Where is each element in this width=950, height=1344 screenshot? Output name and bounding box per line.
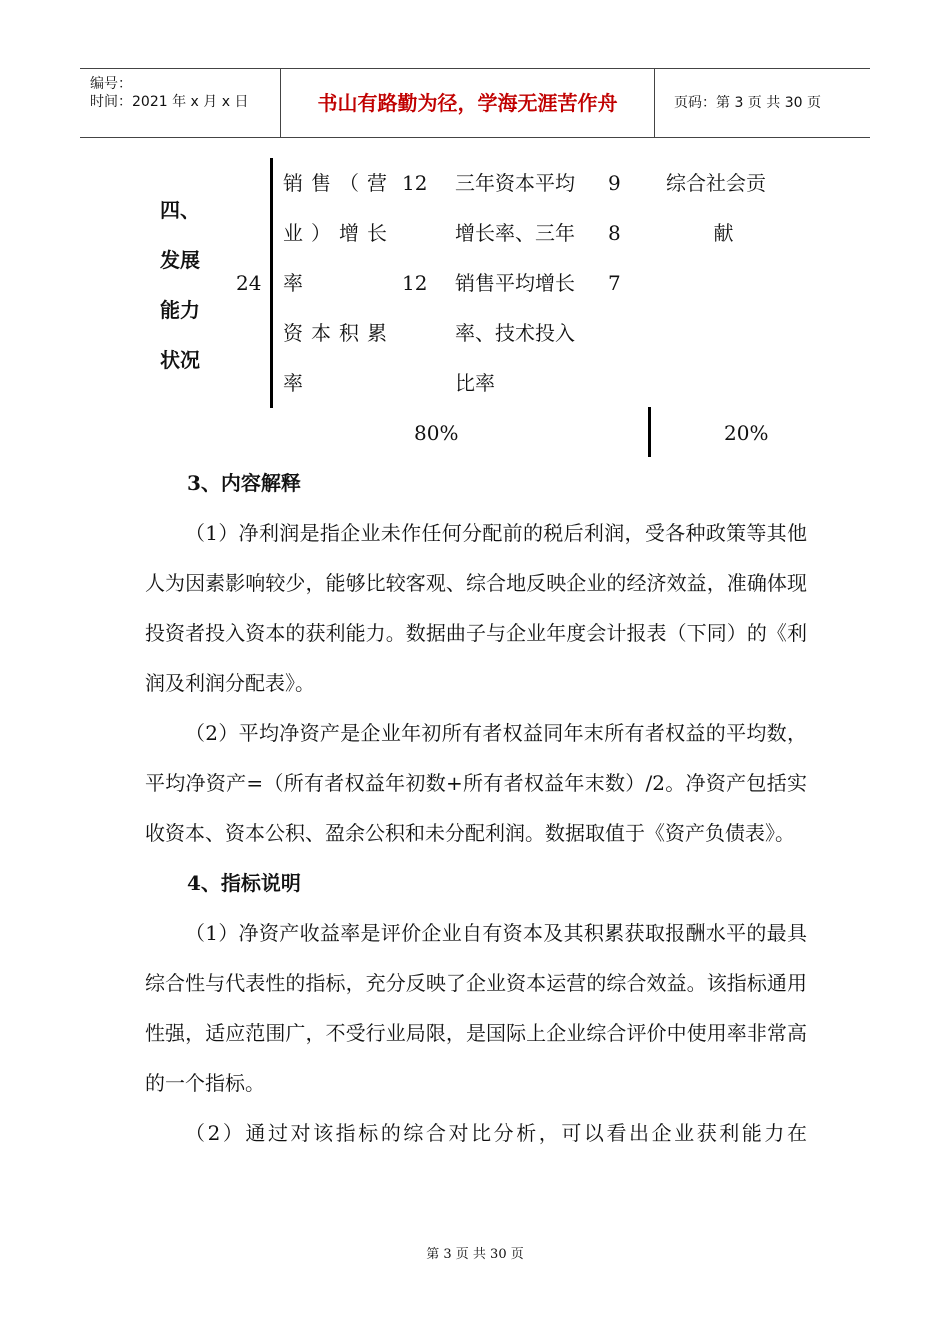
category-name: 四、 发展 能力 状况: [160, 198, 200, 372]
document-header: [80, 68, 870, 138]
motto: 书山有路勤为径，学海无涯苦作舟: [281, 69, 655, 137]
paragraph: （1）净资产收益率是评价企业自有资本及其积累获取报酬水平的最具综合性与代表性的指标，充分反映了企业资本运营的综合效益。该指标通用性强，适应范围广，不受行业局限，是国际上企业综合评价中使用率非常高的一个指标。: [145, 921, 807, 1095]
basic-indicator-weight-2: 12: [402, 271, 428, 295]
page-footer: 第 3 页 共 30 页: [426, 1247, 524, 1262]
table-divider-right: [648, 407, 651, 457]
header-info-cell: [80, 69, 281, 137]
paragraph: （2）通过对该指标的综合对比分析，可以看出企业获利能力在: [185, 1121, 807, 1145]
basic-indicator-1: 销售（营 业）增长 率: [283, 171, 387, 295]
page-label: 页码：第 3 页 共 30 页: [674, 95, 821, 111]
quantitative-share: 80%: [414, 421, 459, 445]
document-body: [145, 458, 807, 1158]
number-label: 编号：: [90, 76, 132, 92]
section-heading-content-explanation: 3、内容解释: [187, 471, 301, 495]
section-heading-indicator-notes: 4、指标说明: [187, 871, 301, 895]
category-weight: 24: [236, 271, 262, 295]
paragraph: （2）平均净资产是企业年初所有者权益同年末所有者权益的平均数，平均净资产=（所有者权益年初数+所有者权益年末数）/2。净资产包括实收资本、资本公积、盈余公积和未分配利润。数据取值于《资产负债表》。: [145, 721, 807, 845]
evaluation-indicator: 综合社会贡 献: [666, 171, 766, 245]
modifying-weights: 9 8 7: [608, 171, 621, 295]
basic-indicator-weight-1: 12: [402, 171, 428, 195]
time-label: 时间：2021 年 x 月 x 日: [90, 94, 249, 110]
paragraph: （1）净利润是指企业未作任何分配前的税后利润，受各种政策等其他人为因素影响较少，能够比较客观、综合地反映企业的经济效益，准确体现投资者投入资本的获利能力。数据曲子与企业年度会计报表（下同）的《利润及利润分配表》。: [145, 521, 807, 695]
modifying-indicators: 三年资本平均 增长率、三年 销售平均增长 率、技术投入 比率: [455, 171, 575, 395]
basic-indicator-2: 资本积累 率: [283, 321, 387, 395]
qualitative-share: 20%: [724, 421, 769, 445]
table-divider-left: [270, 158, 273, 408]
